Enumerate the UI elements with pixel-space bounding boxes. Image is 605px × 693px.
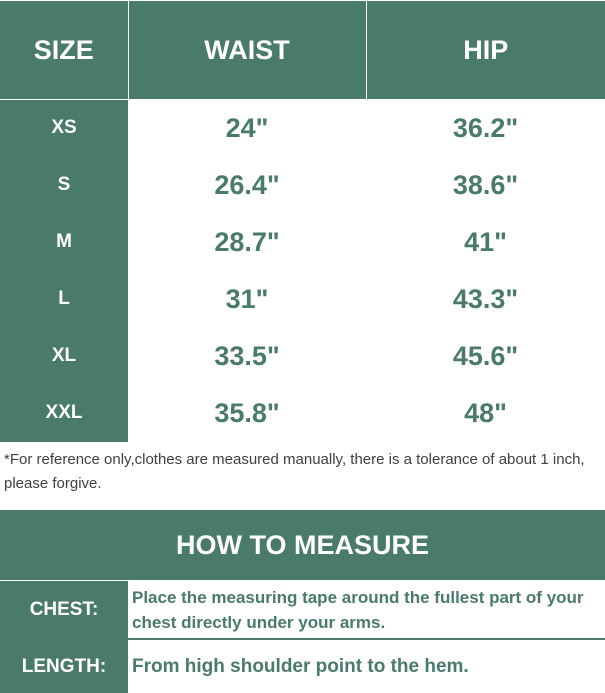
how-to-measure-title: HOW TO MEASURE [0,510,605,580]
waist-cell: 33.5" [128,328,366,385]
size-cell: M [0,214,128,271]
table-row [0,385,605,442]
hip-cell: 38.6" [366,157,605,214]
measure-row-chest [0,581,605,638]
size-chart-header-row [0,1,605,100]
table-row [0,214,605,271]
measure-text-length: From high shoulder point to the hem. [132,656,469,677]
header-hip: HIP [366,1,605,100]
waist-cell: 35.8" [128,385,366,442]
size-cell: L [0,271,128,328]
table-row [0,328,605,385]
tolerance-note: *For reference only,clothes are measured manually, there is a tolerance of about 1 inch, please forgive. [4,451,585,492]
hip-cell: 45.6" [366,328,605,385]
hip-cell: 41" [366,214,605,271]
measure-text-chest: Place the measuring tape around the fullest part of your chest directly under your arms. [132,587,584,632]
hip-cell: 36.2" [366,100,605,157]
hip-cell: 43.3" [366,271,605,328]
size-cell: XXL [0,385,128,442]
header-size: SIZE [0,1,128,100]
header-waist: WAIST [128,1,366,100]
waist-cell: 31" [128,271,366,328]
table-row [0,100,605,157]
table-row [0,271,605,328]
size-cell: XL [0,328,128,385]
measure-label-chest: CHEST: [0,581,128,638]
size-cell: S [0,157,128,214]
measure-label-length: LENGTH: [0,640,128,693]
waist-cell: 24" [128,100,366,157]
waist-cell: 28.7" [128,214,366,271]
size-cell: XS [0,100,128,157]
measure-row-length [0,640,605,693]
waist-cell: 26.4" [128,157,366,214]
table-row [0,157,605,214]
hip-cell: 48" [366,385,605,442]
